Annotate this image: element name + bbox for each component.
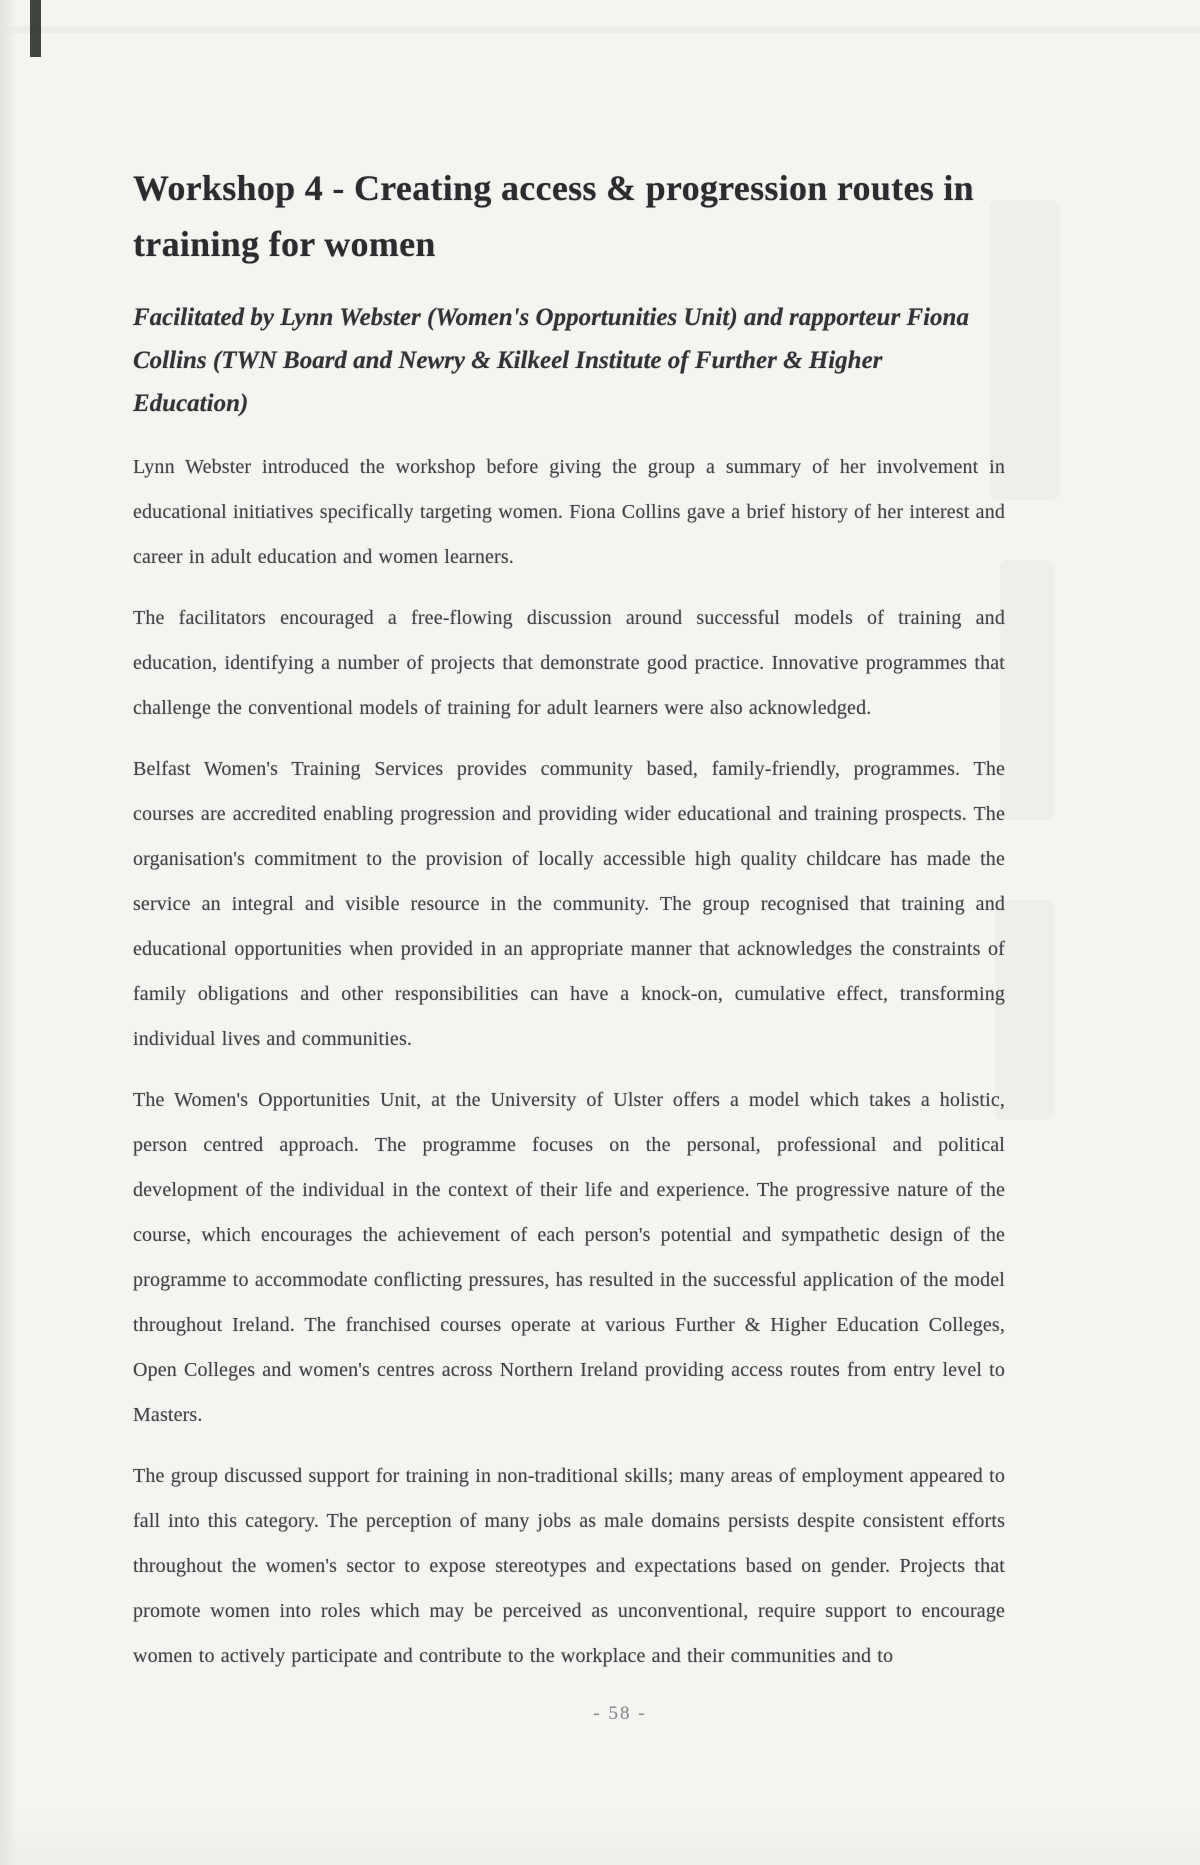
page-title: Workshop 4 - Creating access & progression routes in training for women: [133, 168, 974, 264]
page-number: - 58 -: [593, 1703, 647, 1724]
scan-bleed-artifact: [1000, 560, 1055, 820]
scan-corner-mark: [30, 0, 41, 57]
paragraph-discussion: The facilitators encouraged a free-flowing discussion around successful models of training and education, identifying a number of projects that demonstrate good practice. Innovative programmes that challenge the conventional models of training for adult learners were also acknowledged.: [133, 607, 1005, 719]
scan-bottom-edge-shadow: [0, 1805, 1200, 1865]
paragraph-non-traditional-skills: The group discussed support for training in non-traditional skills; many areas of employment appeared to fall into this category. The perception of many jobs as male domains persists despite consistent efforts throughout the women's sector to expose stereotypes and expectations based on gender. Projects that promote women into roles which may be perceived as unconventional, require support to encourage women to actively participate and contribute to the workplace and their communities and to: [133, 1465, 1005, 1667]
paragraph-introductions: Lynn Webster introduced the workshop before giving the group a summary of her involvement in educational initiatives specifically targeting women. Fiona Collins gave a brief history of her interest and career in adult education and women learners.: [133, 456, 1005, 568]
scan-left-edge-shadow: [0, 0, 16, 1865]
scan-top-edge-line: [0, 26, 1200, 33]
facilitators-line: Facilitated by Lynn Webster (Women's Opportunities Unit) and rapporteur Fiona Collins (TWN Board and Newry & Kilkeel Institute of Further & Higher Education): [133, 304, 969, 417]
paragraph-womens-opportunities-unit: The Women's Opportunities Unit, at the University of Ulster offers a model which takes a holistic, person centred approach. The programme focuses on the personal, professional and political development of the individual in the context of their life and experience. The progressive nature of the course, which encourages the achievement of each person's potential and sympathetic design of the programme to accommodate conflicting pressures, has resulted in the successful application of the model throughout Ireland. The franchised courses operate at various Further & Higher Education Colleges, Open Colleges and women's centres across Northern Ireland providing access routes from entry level to Masters.: [133, 1089, 1005, 1426]
page-content: [133, 160, 1005, 1695]
paragraph-belfast-womens-training: Belfast Women's Training Services provides community based, family-friendly, programmes. The courses are accredited enabling progression and providing wider educational and training prospects. The organisation's commitment to the provision of locally accessible high quality childcare has made the service an integral and visible resource in the community. The group recognised that training and educational opportunities when provided in an appropriate manner that acknowledges the constraints of family obligations and other responsibilities can have a knock-on, cumulative effect, transforming individual lives and communities.: [133, 758, 1005, 1050]
